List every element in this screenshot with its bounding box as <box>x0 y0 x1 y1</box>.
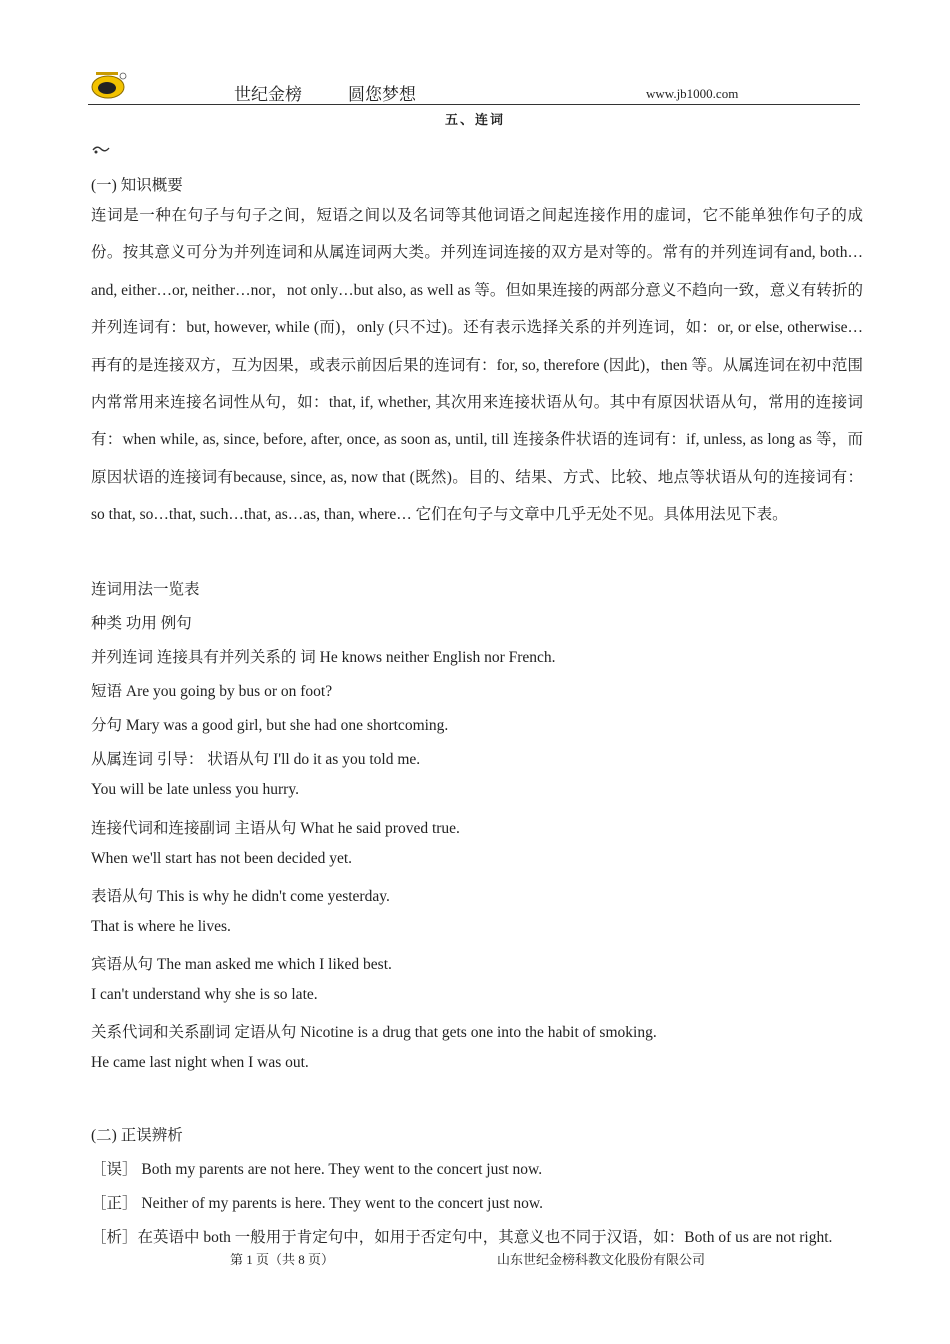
table-line: 连接代词和连接副词 主语从句 What he said proved true. <box>91 820 460 837</box>
logo-icon <box>90 70 128 100</box>
table-line: 并列连词 连接具有并列关系的 词 He knows neither English nor French. <box>91 649 556 666</box>
footer-page-info: 第 1 页（共 8 页） <box>230 1252 335 1267</box>
margin-mark-icon <box>92 144 110 156</box>
table-line: 表语从句 This is why he didn't come yesterday. <box>91 888 390 905</box>
table-line: 分句 Mary was a good girl, but she had one shortcoming. <box>91 717 449 734</box>
table-line: 短语 Are you going by bus or on foot? <box>91 683 333 700</box>
table-line: 从属连词 引导： 状语从句 I'll do it as you told me. <box>91 751 421 768</box>
header-slogan-left: 世纪金榜 <box>234 85 302 105</box>
table-line: I can't understand why she is so late. <box>91 986 318 1003</box>
table-line: 宾语从句 The man asked me which I liked best. <box>91 956 392 973</box>
header-website: www.jb1000.com <box>646 86 739 101</box>
table-line: 关系代词和关系副词 定语从句 Nicotine is a drug that gets one into the habit of smoking. <box>91 1024 657 1041</box>
page-header <box>88 68 860 105</box>
table-line: 连词用法一览表 <box>91 581 200 598</box>
section-heading-corrections: (二) 正误辨析 <box>91 1127 183 1144</box>
correction-right: ［正］ Neither of my parents is here. They went to the concert just now. <box>91 1195 543 1212</box>
table-line: When we'll start has not been decided yet. <box>91 850 353 867</box>
correction-wrong: ［误］ Both my parents are not here. They went to the concert just now. <box>91 1161 543 1178</box>
correction-analysis: ［析］在英语中 both 一般用于肯定句中，如用于否定句中，其意义也不同于汉语，如：Both of us are not right. <box>91 1229 833 1246</box>
section-heading-overview: (一) 知识概要 <box>91 177 183 194</box>
page-title: 五、连词 <box>444 113 505 128</box>
intro-paragraph: 连词是一种在句子与句子之间，短语之间以及名词等其他词语之间起连接作用的虚词，它不能单独作句子的成份。按其意义可分为并列连词和从属连词两大类。并列连词连接的双方是对等的。常有的并列连词有and, both…and, either…or, neither…nor，not only…but also, as well as 等。但如果连接的两部分意义不趋向一致，意义有转折的并列连词有：but, however, while (而)，only (只不过)。还有表示选择关系的并列连词，如：or, or else, otherwise… 再有的是连接双方，互为因果，或表示前因后果的连词有：for, so, therefore (因此)，then 等。从属连词在初中范围内常常用来连接名词性从句，如：that, if, whether, 其次用来连接状语从句。其中有原因状语从句，常用的连接词有：when while, as, since, before, after, once, as soon as, until, till 连接条件状语的连词有：if, unless, as long as 等，而原因状语的连接词有because, since, as, now that (既然)。目的、结果、方式、比较、地点等状语从句的连接词有：so that, so…that, such…that, as…as, than, where… 它们在句子与文章中几乎无处不见。具体用法见下表。 <box>91 207 863 524</box>
table-line: 种类 功用 例句 <box>91 615 192 632</box>
header-slogan-right: 圆您梦想 <box>348 85 416 105</box>
table-line: You will be late unless you hurry. <box>91 781 299 798</box>
table-line: He came last night when I was out. <box>91 1054 309 1071</box>
footer-company: 山东世纪金榜科教文化股份有限公司 <box>497 1252 706 1267</box>
table-line: That is where he lives. <box>91 918 231 935</box>
